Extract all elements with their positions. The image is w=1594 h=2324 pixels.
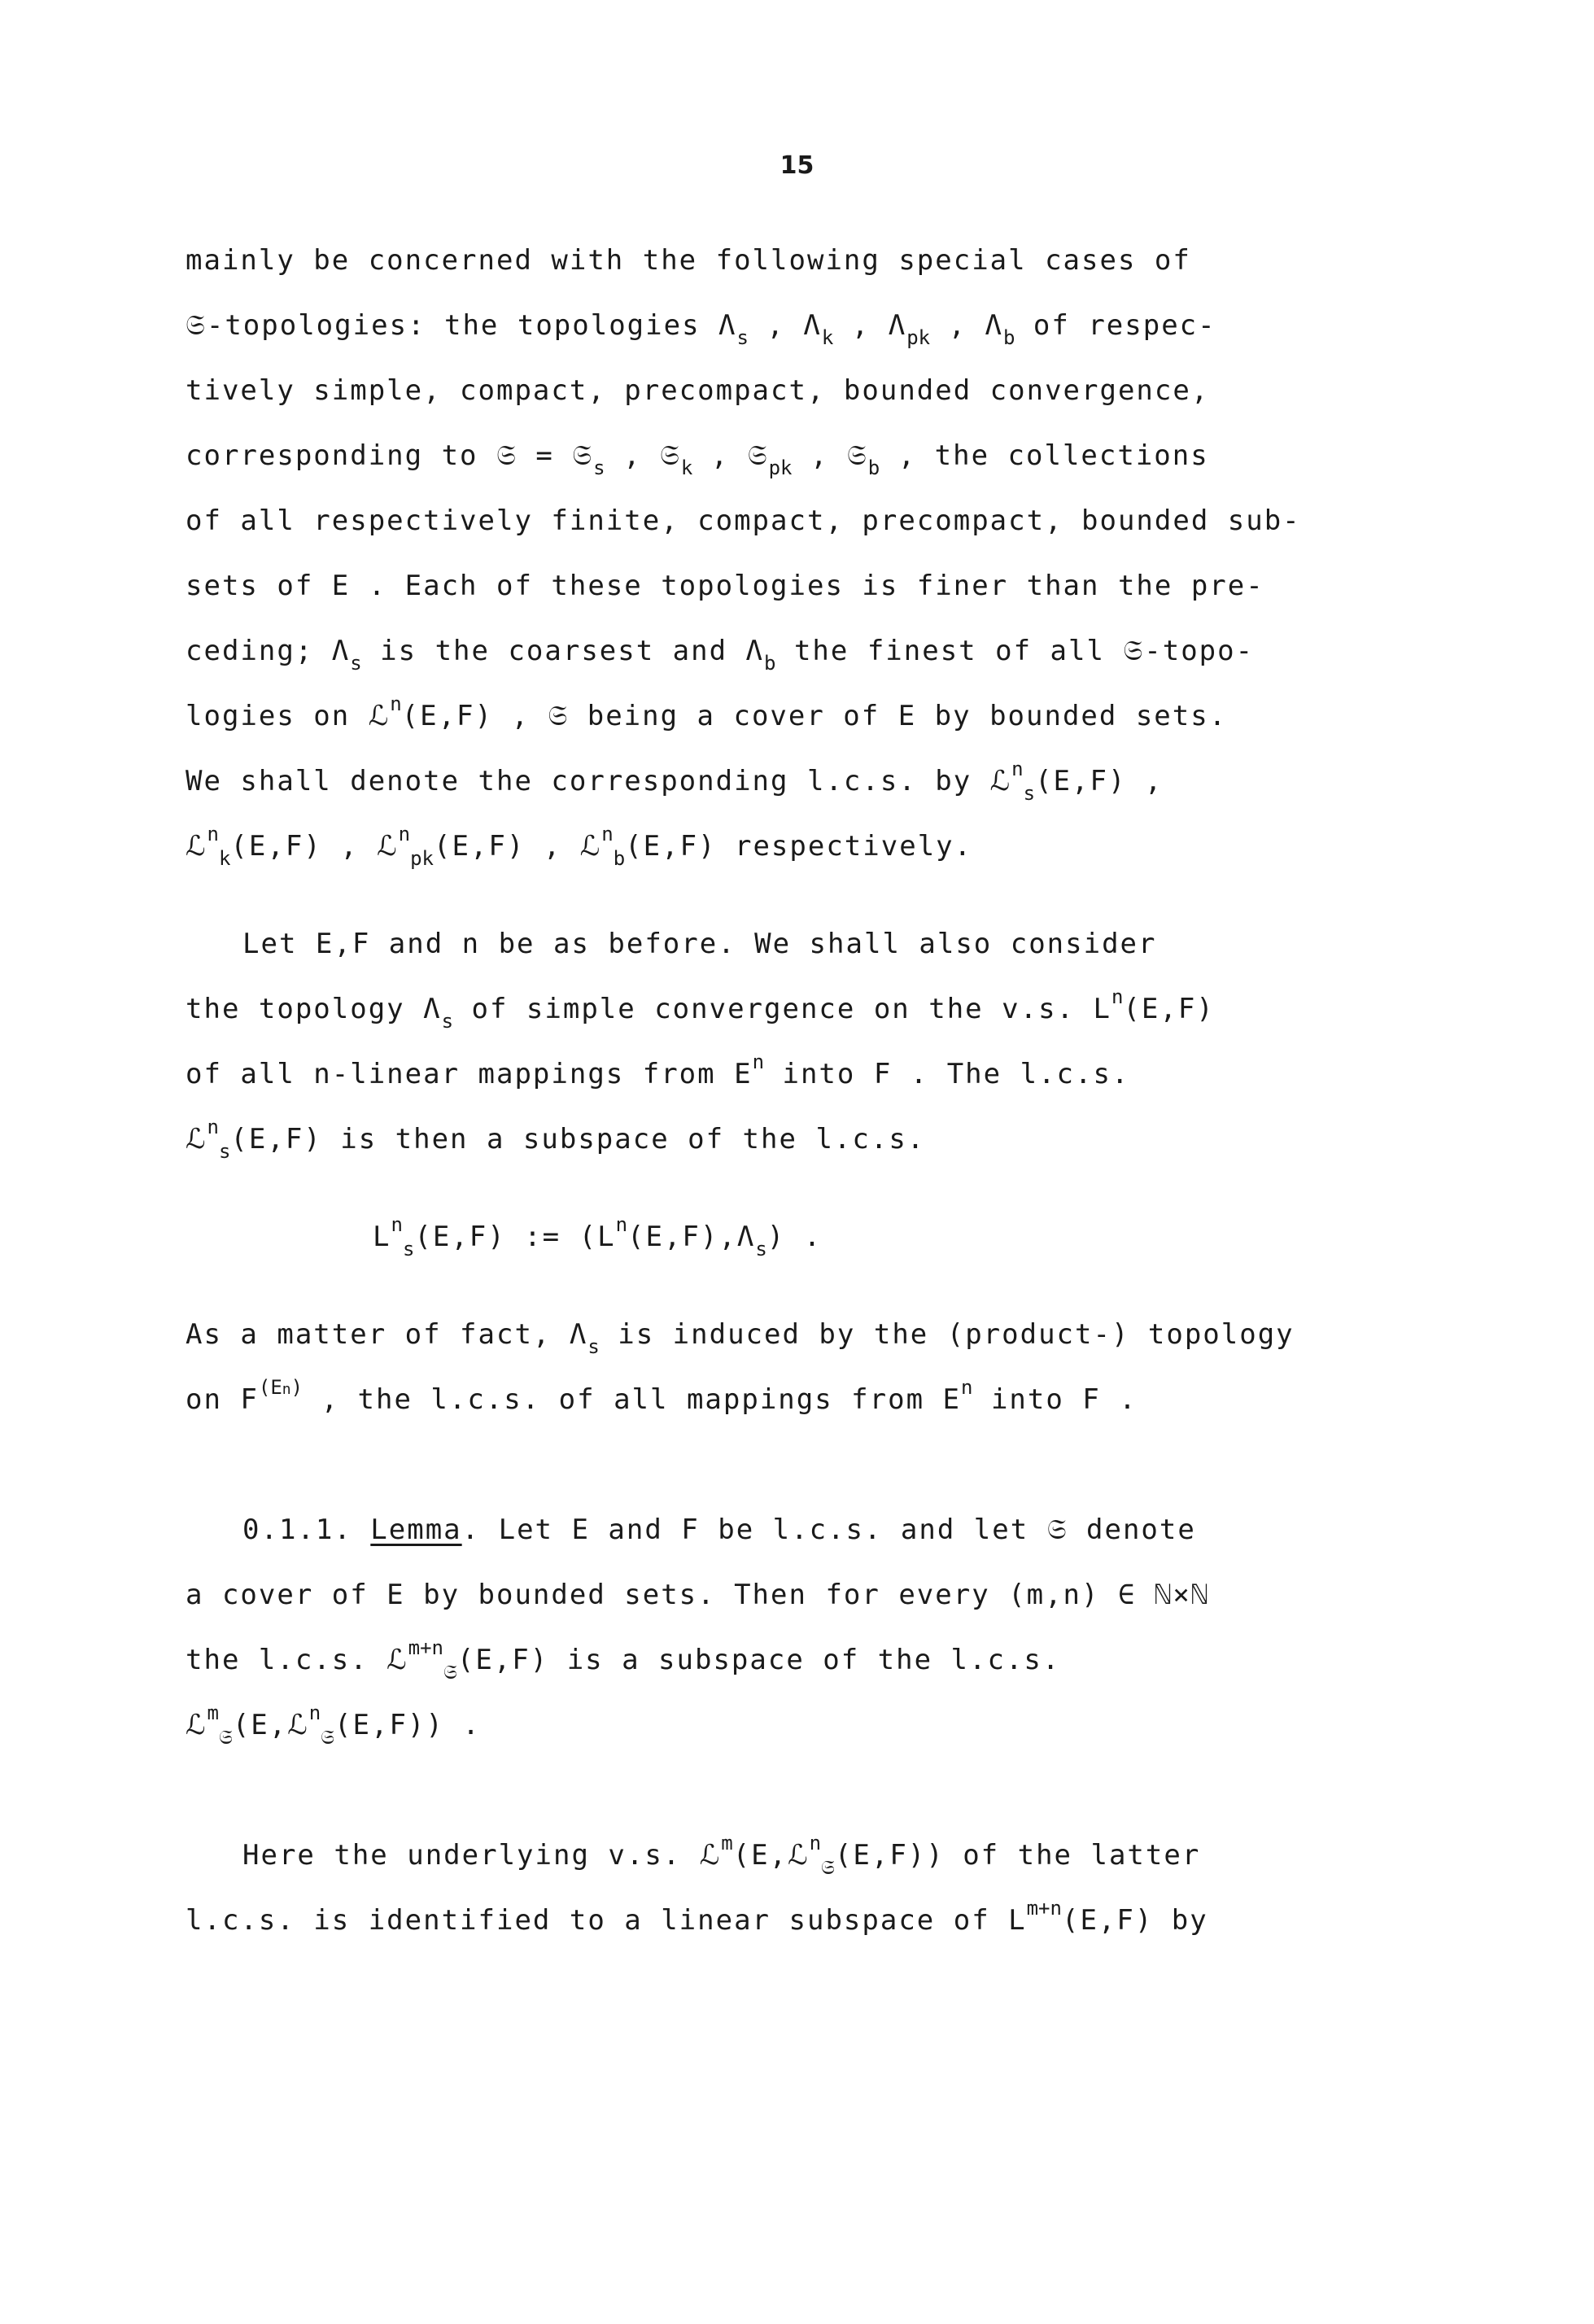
display-equation: $L^n_s(E,F)$ := $(L^n(E,F),\Lambda_s)$ . [373,1213,823,1260]
text-line: Let E,F and n be as before. We shall also consider [242,928,1157,960]
text-line: of all respectively finite, compact, precompact, bounded sub- [186,505,1301,537]
text-line: on $F^{(En)}$ , the l.c.s. of all mappings from $E^n$ into F . [186,1376,1138,1416]
page-number: 15 [780,151,814,180]
text-line: Here the underlying v.s. ℒ$^m$(E,ℒ$^n_𝔖$(E,F)) of the latter [242,1832,1201,1879]
text-line: mainly be concerned with the following special cases of [186,244,1191,277]
text-line: We shall denote the corresponding l.c.s. by ℒ$^n_s$(E,F) , [186,758,1164,805]
lemma-line: 0.1.1. Lemma. Let E and F be l.c.s. and let 𝔖 denote [242,1514,1196,1546]
text-line: 𝔖-topologies: the topologies $\Lambda_s$ , $\Lambda_k$ , $\Lambda_{pk}$ , $\Lambda_b$ of respec- [186,309,1216,349]
text-line: ℒ$^n_k$(E,F) , ℒ$^n_{pk}$(E,F) , ℒ$^n_b$(E,F) respectively. [186,823,973,870]
text-line: logies on ℒ$^n$(E,F) , 𝔖 being a cover of E by bounded sets. [186,692,1228,732]
text-line: corresponding to 𝔖 = 𝔖$_s$ , 𝔖$_k$ , 𝔖$_{pk}$ , 𝔖$_b$ , the collections [186,439,1209,479]
text-line: the topology $\Lambda_s$ of simple convergence on the v.s. $L^n(E,F)$ [186,985,1215,1033]
text-line: a cover of E by bounded sets. Then for every (m,n) ∈ ℕ×ℕ [186,1579,1210,1611]
text-line: As a matter of fact, $\Lambda_s$ is induced by the (product-) topology [186,1318,1295,1358]
text-line: ℒ$^n_s$(E,F) is then a subspace of the l.c.s. [186,1116,926,1163]
text-line: tively simple, compact, precompact, bounded convergence, [186,374,1210,407]
text-line: the l.c.s. ℒ$^{m+n}_𝔖$(E,F) is a subspace of the l.c.s. [186,1636,1061,1684]
text-line: ceding; $\Lambda_s$ is the coarsest and $\Lambda_b$ the finest of all 𝔖-topo- [186,635,1255,675]
text-line: l.c.s. is identified to a linear subspace of $L^{m+n}(E,F)$ by [186,1897,1208,1937]
lemma-title: Lemma [370,1514,462,1546]
text-line: ℒ$^m_𝔖$(E,ℒ$^n_𝔖$(E,F)) . [186,1702,481,1749]
text-line: of all n-linear mappings from $E^n$ into F . The l.c.s. [186,1051,1130,1090]
text-line: sets of E . Each of these topologies is finer than the pre- [186,570,1264,602]
